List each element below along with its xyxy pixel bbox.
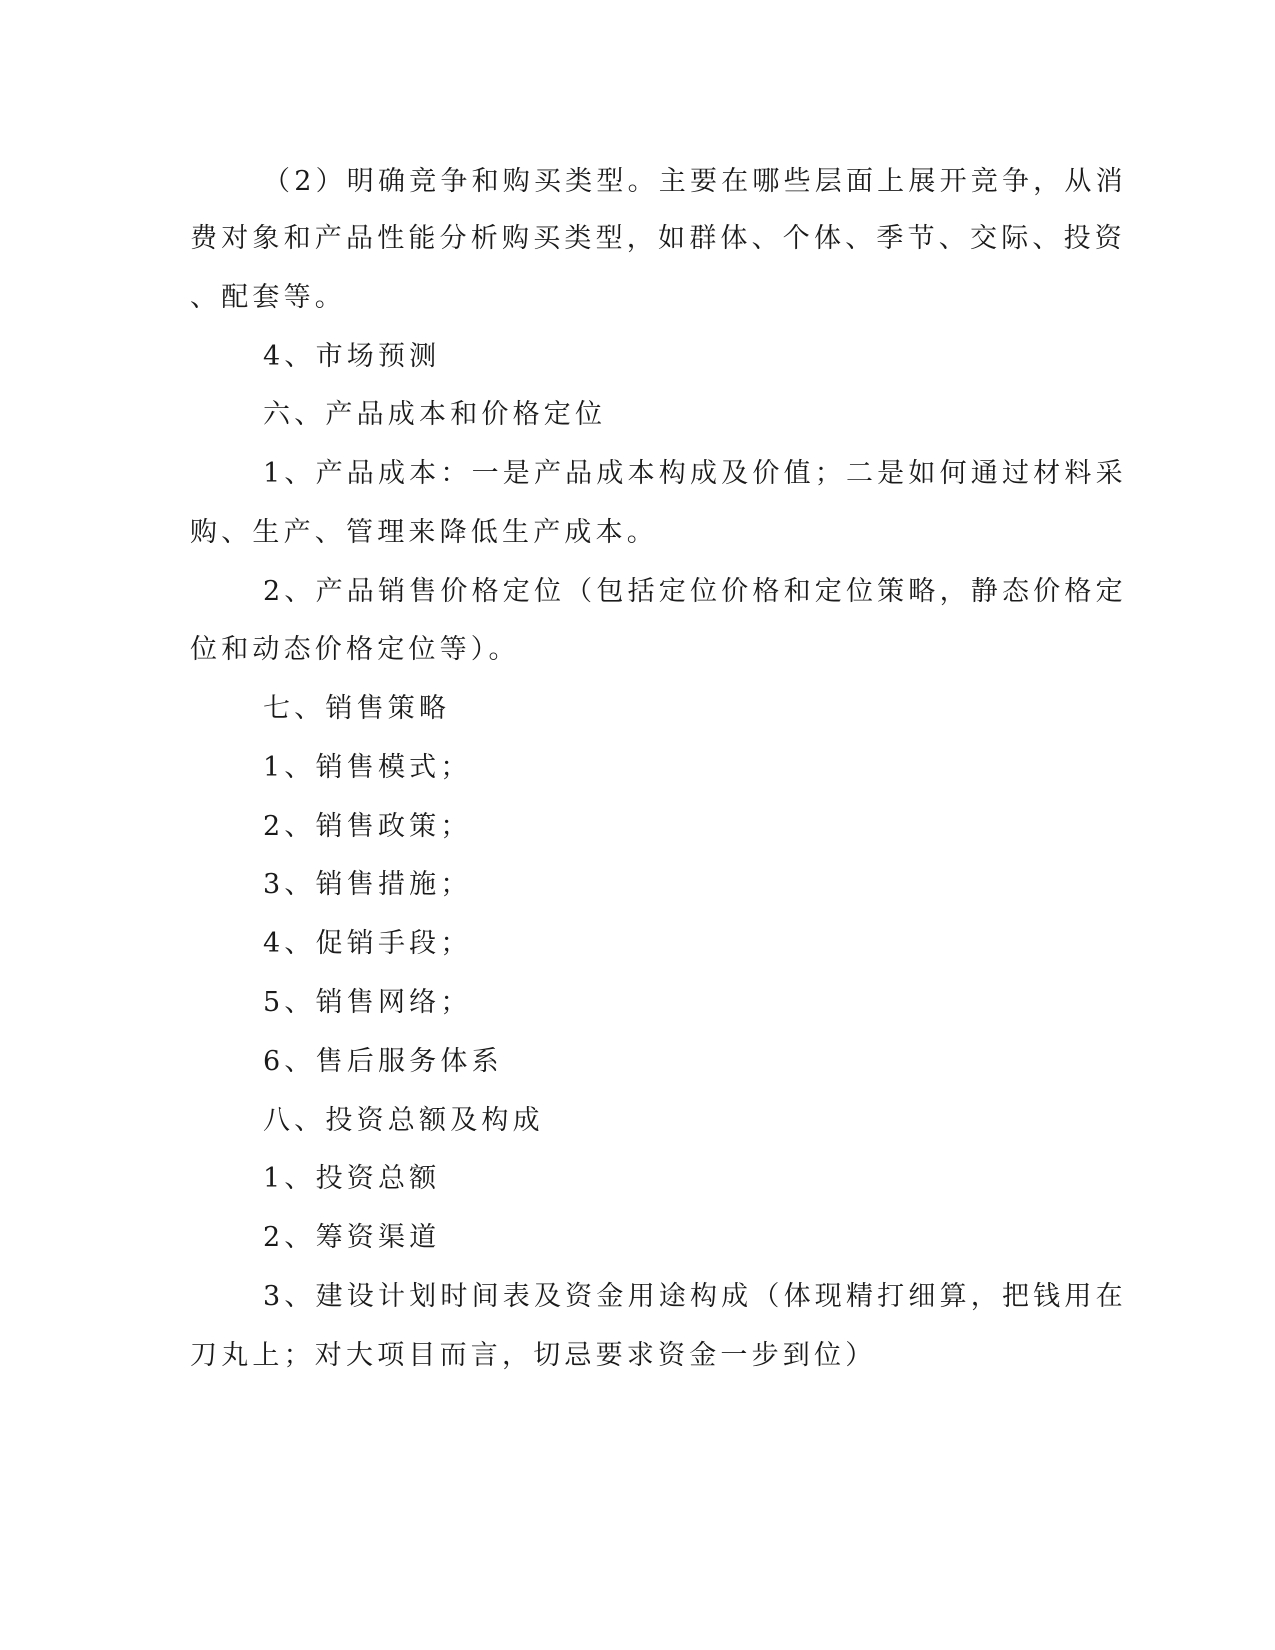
list-item: 2、销售政策； — [263, 811, 472, 842]
list-item: 4、促销手段； — [263, 928, 472, 959]
list-item: 6、售后服务体系 — [263, 1046, 503, 1077]
section-heading: 六、产品成本和价格定位 — [263, 399, 607, 430]
paragraph-line: 2、产品销售价格定位（包括定位价格和定位策略，静态价格定 — [263, 576, 1127, 607]
paragraph-line: 位和动态价格定位等）。 — [190, 634, 520, 665]
paragraph-line: 费对象和产品性能分析购买类型，如群体、个体、季节、交际、投资 — [190, 223, 1126, 254]
list-item: 1、投资总额 — [263, 1163, 441, 1194]
list-item: 3、销售措施； — [263, 869, 472, 900]
paragraph-line: 购、生产、管理来降低生产成本。 — [190, 517, 658, 548]
section-heading: 七、销售策略 — [263, 693, 451, 724]
paragraph-line: 、配套等。 — [190, 282, 346, 313]
paragraph-line: 1、产品成本：一是产品成本构成及价值；二是如何通过材料采 — [263, 458, 1127, 489]
section-heading: 八、投资总额及构成 — [263, 1105, 544, 1136]
paragraph-line: （2）明确竞争和购买类型。主要在哪些层面上展开竞争，从消 — [263, 166, 1127, 197]
list-item: 5、销售网络； — [263, 987, 472, 1018]
paragraph-line: 刀丸上；对大项目而言，切忌要求资金一步到位） — [190, 1340, 877, 1371]
list-item: 2、筹资渠道 — [263, 1222, 441, 1253]
list-item: 1、销售模式； — [263, 752, 472, 783]
paragraph-line: 3、建设计划时间表及资金用途构成（体现精打细算，把钱用在 — [263, 1281, 1127, 1312]
list-item: 4、市场预测 — [263, 341, 441, 372]
